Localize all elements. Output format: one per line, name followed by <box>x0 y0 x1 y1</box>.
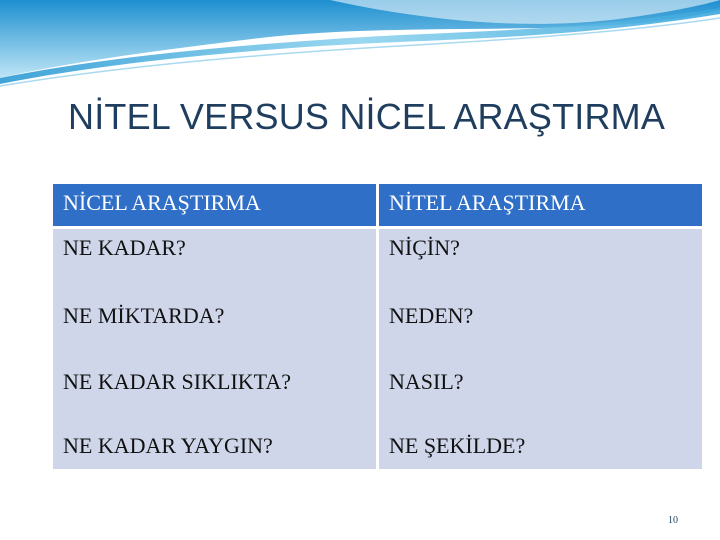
table-cell: NE KADAR? <box>53 229 376 289</box>
table-header-qualitative: NİTEL ARAŞTIRMA <box>379 184 702 226</box>
page-title: NİTEL VERSUS NİCEL ARAŞTIRMA <box>68 96 666 137</box>
header-wave-decoration <box>0 0 720 90</box>
table-cell: NE ŞEKİLDE? <box>379 409 702 469</box>
table-cell: NİÇİN? <box>379 229 702 289</box>
table-cell: NE MİKTARDA? <box>53 289 376 349</box>
table-cell: NEDEN? <box>379 289 702 349</box>
table-header-quantitative: NİCEL ARAŞTIRMA <box>53 184 376 226</box>
table-cell: NASIL? <box>379 349 702 409</box>
table-cell: NE KADAR YAYGIN? <box>53 409 376 469</box>
page-number: 10 <box>668 515 678 526</box>
table-cell: NE KADAR SIKLIKTA? <box>53 349 376 409</box>
table-header-divider <box>53 226 702 229</box>
